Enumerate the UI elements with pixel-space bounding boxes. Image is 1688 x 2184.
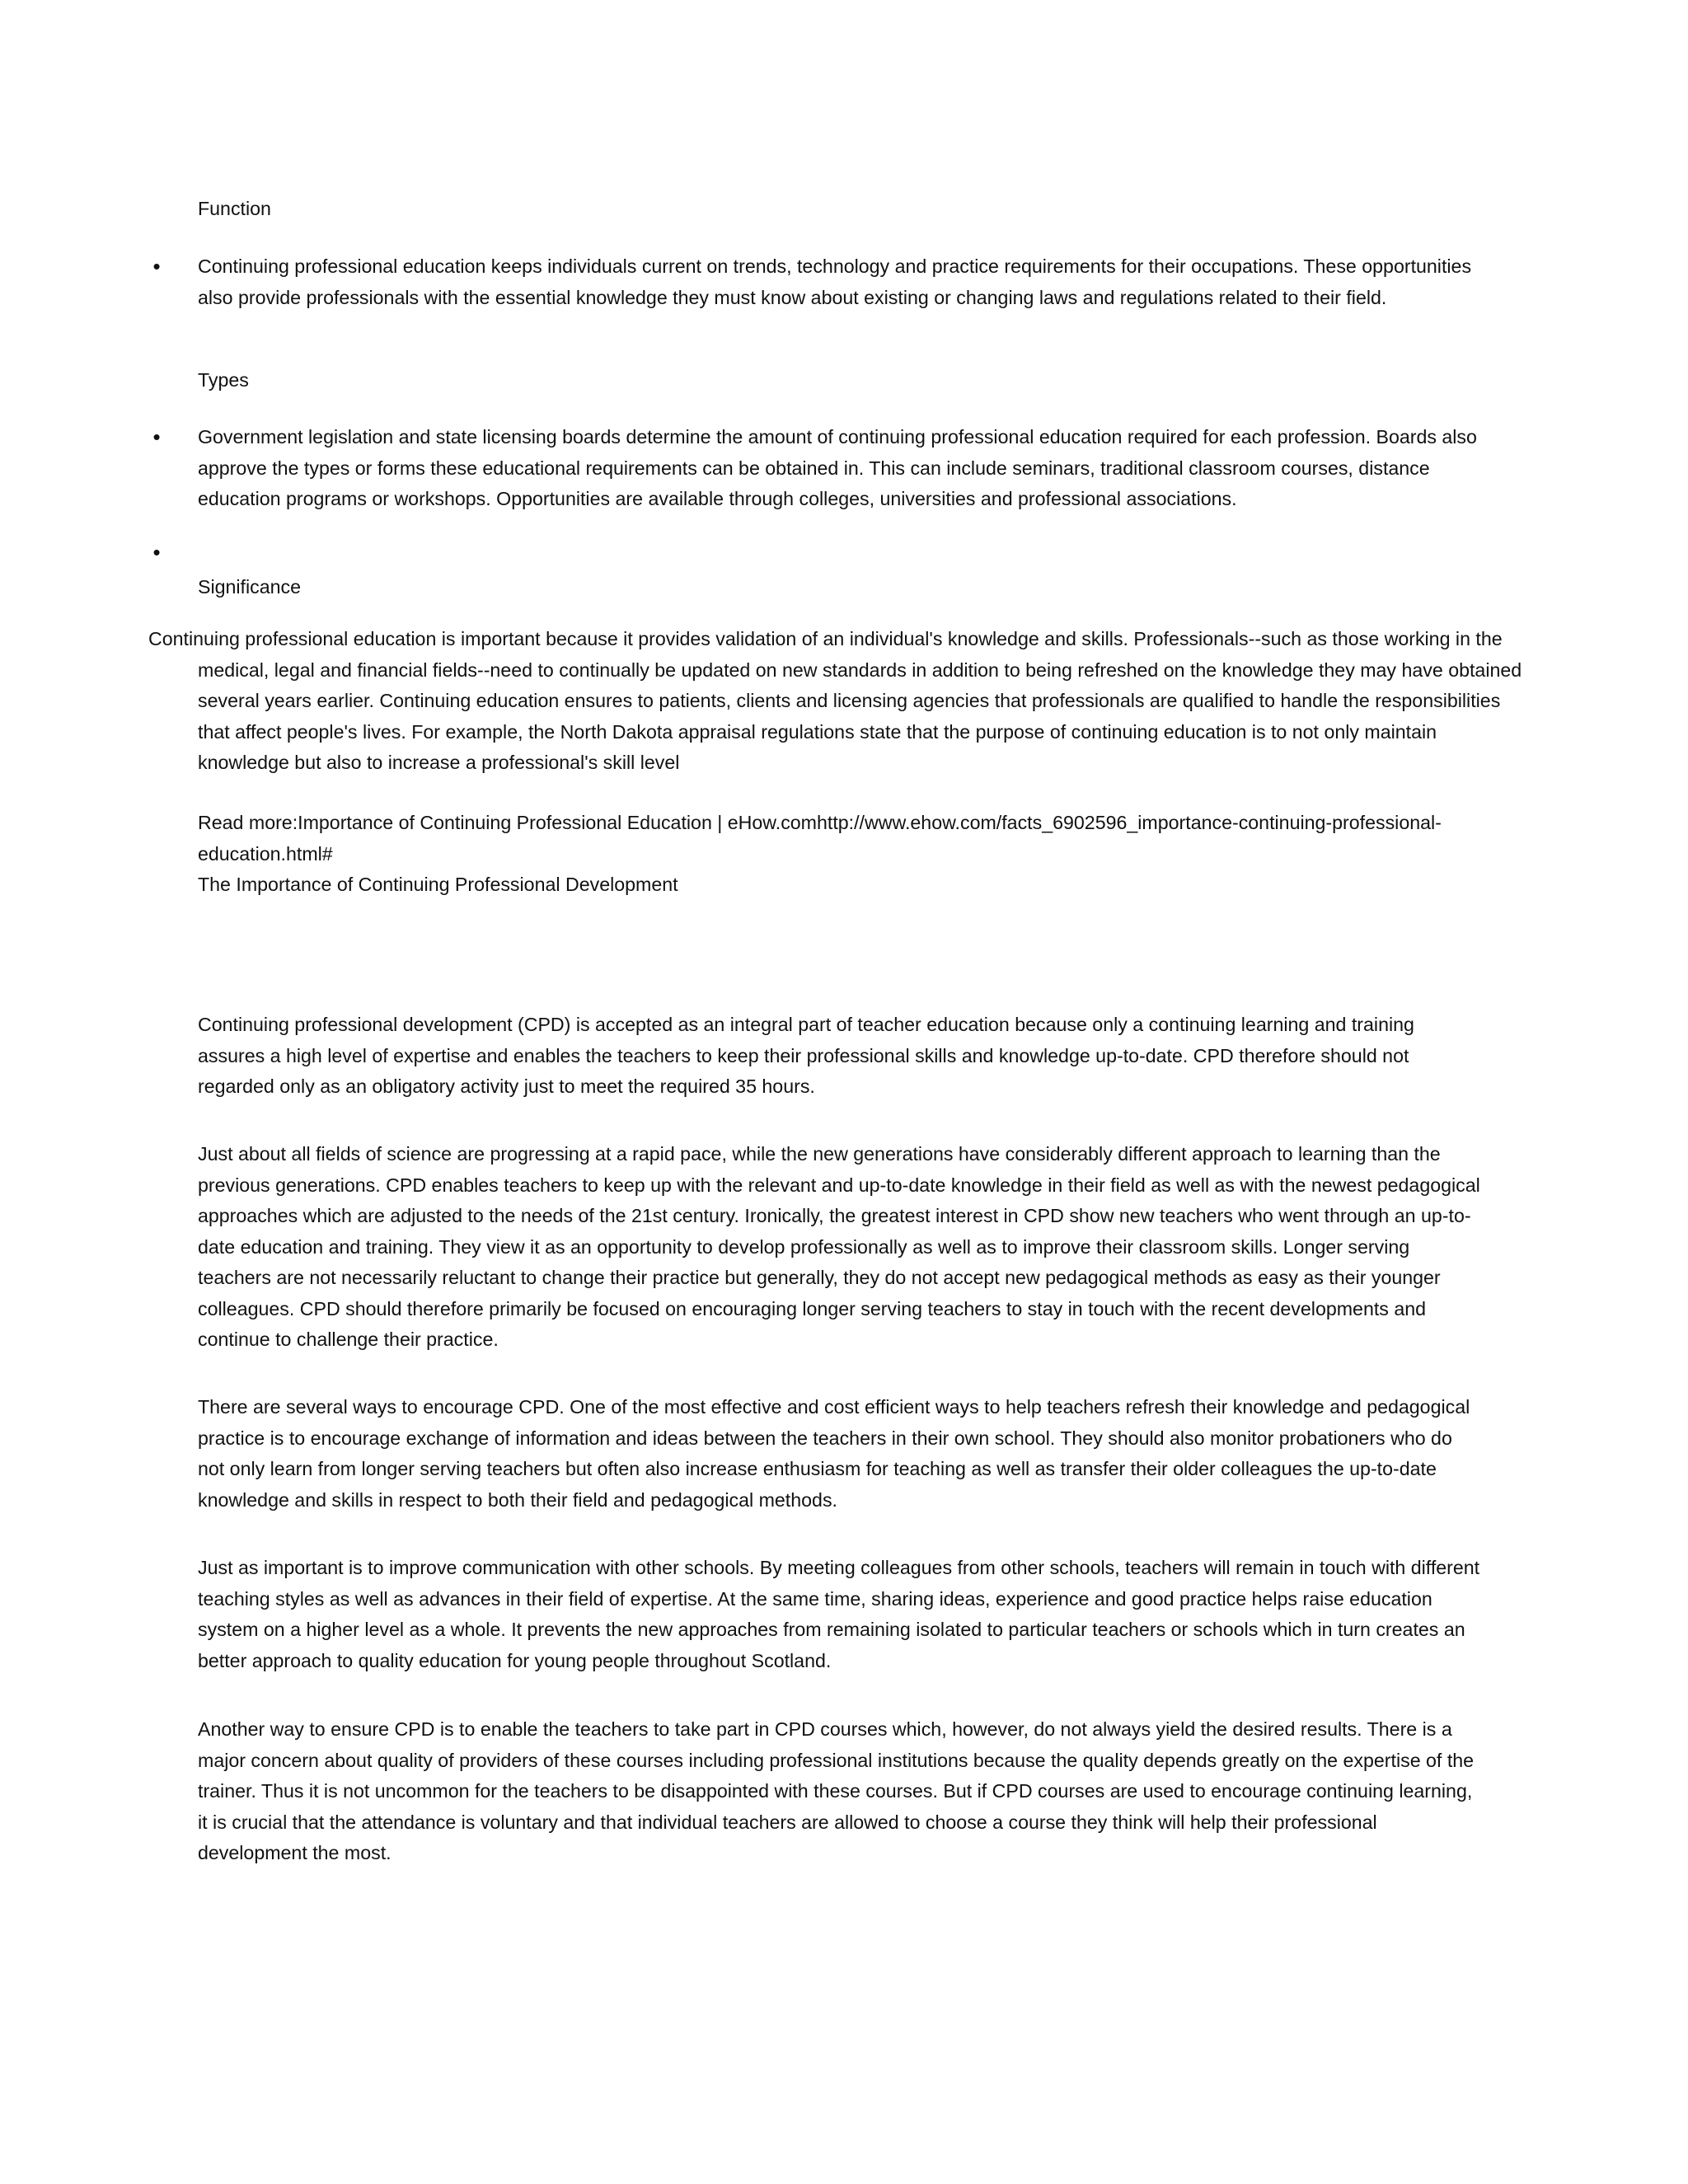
section-heading-significance: Significance [198, 576, 302, 598]
article-paragraph-4: Just as important is to improve communication with other schools. By meeting colleagues from other schools, teachers will remain in touch with different teaching styles as well as advances in their field of expertise. At the same time, sharing ideas, experience and good practice helps raise education system on a higher level as a whole. It prevents the new approaches from remaining isolated to particular teachers or schools which in turn creates an better approach to quality education for young people throughout Scotland. [198, 1557, 1480, 1671]
article-paragraph-3: There are several ways to encourage CPD. One of the most effective and cost efficient ways to help teachers refresh their knowledge and pedagogical practice is to encourage exchange of information and ideas between the teachers in their own school. They should also monitor probationers who do not only learn from longer serving teachers but often also increase enthusiasm for teaching as well as transfer their older colleagues the up-to-date knowledge and skills in respect to both their field and pedagogical methods. [198, 1396, 1470, 1511]
article-paragraph-5: Another way to ensure CPD is to enable the teachers to take part in CPD courses which, however, do not always yield the desired results. There is a major concern about quality of providers of these courses including professional institutions because the quality depends greatly on the expertise of the trainer. Thus it is not uncommon for the teachers to be disappointed with these courses. But if CPD courses are used to encourage continuing learning, it is crucial that the attendance is voluntary and that individual teachers are allowed to choose a course they think will help their professional development the most. [198, 1718, 1475, 1863]
read-more-anchor[interactable]: Read more:Importance of Continuing Professional Education | eHow.comhttp://www.ehow.com/facts_6902596_importance-continuing-professional-education.html# [198, 812, 1442, 865]
bullet-types: • [152, 424, 161, 449]
bullet-empty: • [152, 540, 161, 565]
paragraph-function: Continuing professional education keeps individuals current on trends, technology and practice requirements for their occupations. These opportunities also provide professionals with the essential knowledge they must know about existing or changing laws and regulations related to their field. [198, 255, 1472, 308]
paragraph-types: Government legislation and state licensing boards determine the amount of continuing professional education required for each profession. Boards also approve the types or forms these educational requirements can be obtained in. This can include seminars, traditional classroom courses, distance education programs or workshops. Opportunities are available through colleges, universities and professional associations. [198, 426, 1477, 509]
section-heading-function: Function [198, 198, 271, 219]
paragraph-significance: Continuing professional education is important because it provides validation of an individual's knowledge and skills. Professionals--such as those working in the medical, legal and financial fields--need to continually be updated on new standards in addition to being refreshed on the knowledge they may have obtained several years earlier. Continuing education ensures to patients, clients and licensing agencies that professionals are qualified to handle the responsibilities that affect people's lives. For example, the North Dakota appraisal regulations state that the purpose of continuing education is to not only maintain knowledge but also to increase a professional's skill level [148, 628, 1522, 773]
read-more-link[interactable] [198, 808, 1484, 869]
section-heading-types: Types [198, 369, 249, 391]
article-title: The Importance of Continuing Professional Development [198, 874, 678, 895]
article-paragraph-2: Just about all fields of science are progressing at a rapid pace, while the new generations have considerably different approach to learning than the previous generations. CPD enables teachers to keep up with the relevant and up-to-date knowledge in their field as well as with the newest pedagogical approaches which are adjusted to the needs of the 21st century. Ironically, the greatest interest in CPD show new teachers who went through an up-to-date education and training. They view it as an opportunity to develop professionally as well as to improve their classroom skills. Longer serving teachers are not necessarily reluctant to change their practice but generally, they do not accept new pedagogical methods as easy as their younger colleagues. CPD should therefore primarily be focused on encouraging longer serving teachers to stay in touch with the recent developments and continue to challenge their practice. [198, 1143, 1480, 1350]
article-paragraph-1: Continuing professional development (CPD) is accepted as an integral part of teacher education because only a continuing learning and training assures a high level of expertise and enables the teachers to keep their professional skills and knowledge up-to-date. CPD therefore should not regarded only as an obligatory activity just to meet the required 35 hours. [198, 1014, 1414, 1097]
bullet-function: • [152, 254, 161, 279]
